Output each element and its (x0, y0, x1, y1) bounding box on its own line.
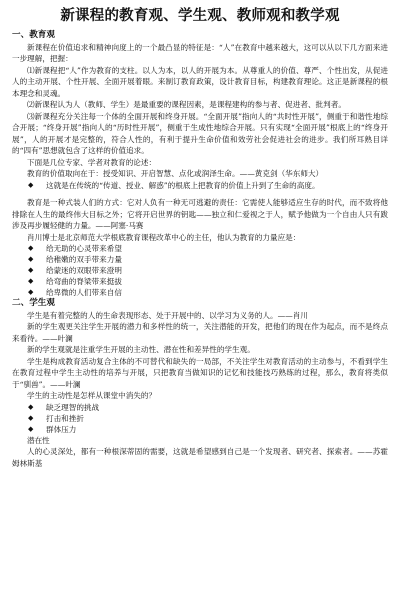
list-item (12, 254, 388, 265)
paragraph: ⑴新课程把“人”作为教育的支柱。以人为本，以人的开展为本。从尊重人的价值、尊严、个性出发，从促进人的主动开展、个性开展、全面开展着眼。来制订教育政策，设计教育目标，构建教育理论。这正是新课程的根本理念和灵魂。 (12, 65, 388, 98)
list-item (12, 287, 388, 298)
paragraph: 学生的主动性是怎样从课堂中消失的？ (27, 391, 157, 400)
list-item (12, 180, 388, 192)
section-heading-student-view: 二、学生观 (12, 298, 55, 308)
list-item-text: 给稚嫩的双手带来力量 (46, 255, 122, 264)
paragraph: 肖川博士是北京师范大学根底教育课程改革中心的主任，他认为教育的力量应是： (27, 232, 301, 242)
diamond-bullet-icon: ◆ (28, 244, 34, 252)
paragraph: ⑵新课程认为人（教师、学生）是最重要的课程因素，是课程建构的参与者、促进者、批判者。 (27, 100, 346, 109)
list-item-text: 给卑微的人们带来自信 (46, 288, 122, 297)
list-item-text: 给弯曲的脊梁带来挺拔 (46, 277, 122, 286)
list-item-text: 缺乏理智的挑战 (46, 402, 100, 412)
list-item-text: 群体压力 (46, 424, 77, 434)
list-item (12, 424, 388, 435)
diamond-bullet-icon: ◆ (28, 424, 34, 433)
paragraph: 学生是构成教育活动复合主体的不可替代和缺失的一局部，不关注学生对教育活动的主动参与，不看到学生在教育过程中学生主动性的培养与开展，只把教育当做知识的记忆和技能技巧熟练的过程，那么，教育将类似于“驯兽”。——叶澜 (12, 356, 388, 389)
list-item-text: 这就是在传统的“传道、授业、解惑”的根底上把教育的价值上升到了生命的高度。 (46, 180, 320, 190)
bullet-list (12, 180, 388, 192)
section-heading-education-view: 一、教育观 (12, 30, 55, 40)
paragraph: 新的学生观就是注重学生开展的主动性、潜在性和差异性的学生观。 (27, 345, 255, 354)
list-item (12, 265, 388, 276)
diamond-bullet-icon: ◆ (28, 255, 34, 263)
diamond-bullet-icon: ◆ (28, 180, 34, 189)
paragraph: 新的学生观更关注学生开展的潜力和多样性的统一，关注潜能的开发，把他们的现在作为起点，而不是终点来看待。——叶澜 (12, 322, 388, 343)
paragraph: 人的心灵深处，都有一种根深蒂固的需要，这就是希望感到自己是一个发现者、研究者、探索者。——苏霍姆林斯基 (12, 447, 388, 468)
list-item (12, 276, 388, 287)
diamond-bullet-icon: ◆ (28, 277, 34, 285)
diamond-bullet-icon: ◆ (28, 413, 34, 422)
paragraph: 学生是有着完整的人的生命表现形态、处于开展中的、以学习为义务的人。——肖川 (27, 310, 308, 320)
list-item (12, 402, 388, 413)
diamond-bullet-icon: ◆ (28, 288, 34, 296)
paragraph: 教育是一种式装人们的方式：它对人负有一种无可逃避的责任：它需使人能够适应生存的时代，而不致将他排除在人生的最终伟大目标之外；它将开启世界的钥匙——独立和仁爱视之于人，赋予他做为一个自由人只有跋涉及再步履轻健的力量。——阿塞·马赛 (12, 198, 388, 230)
list-item-text: 打击和挫折 (46, 413, 84, 423)
diamond-bullet-icon: ◆ (28, 402, 34, 411)
student-initiative-list (12, 402, 388, 435)
list-item (12, 243, 388, 254)
diamond-bullet-icon: ◆ (28, 266, 34, 274)
paragraph: 潜在性 (27, 435, 50, 445)
list-item-text: 给无助的心灵带来希望 (46, 244, 122, 253)
paragraph: ⑶新课程充分关注每一个体的全面开展和终身开展。“全面开展”指向人的“共时性开展”，侧重于和谐性地综合开展；“终身开展”指向人的“历时性开展”，侧重于生成性地综合开展。只有实现“全面开展”根底上的“终身开展”，人的开展才是完整的，符合人性的，有利于提升生命价值和效劳社会促进社会的进步。我们所耳熟目详的“四有”思想就包含了这样的价值追求。 (12, 111, 388, 155)
document-title: 新课程的教育观、学生观、教师观和教学观 (60, 8, 340, 24)
education-power-list (12, 243, 388, 298)
paragraph: 新课程在价值追求和精神向度上的一个最凸显的特征是：“人”在教育中越来越大，这可以从以下几方面来进一步理解，把握： (12, 42, 388, 63)
paragraph: 教育的价值取向在于：授受知识、开启智慧、点化或润泽生命。——黄克剑（华东师大） (27, 169, 324, 178)
list-item-text: 给蒙迷的双眼带来澄明 (46, 266, 122, 275)
paragraph: 下面是几位专家、学者对教育的论述： (27, 157, 157, 167)
list-item (12, 413, 388, 424)
